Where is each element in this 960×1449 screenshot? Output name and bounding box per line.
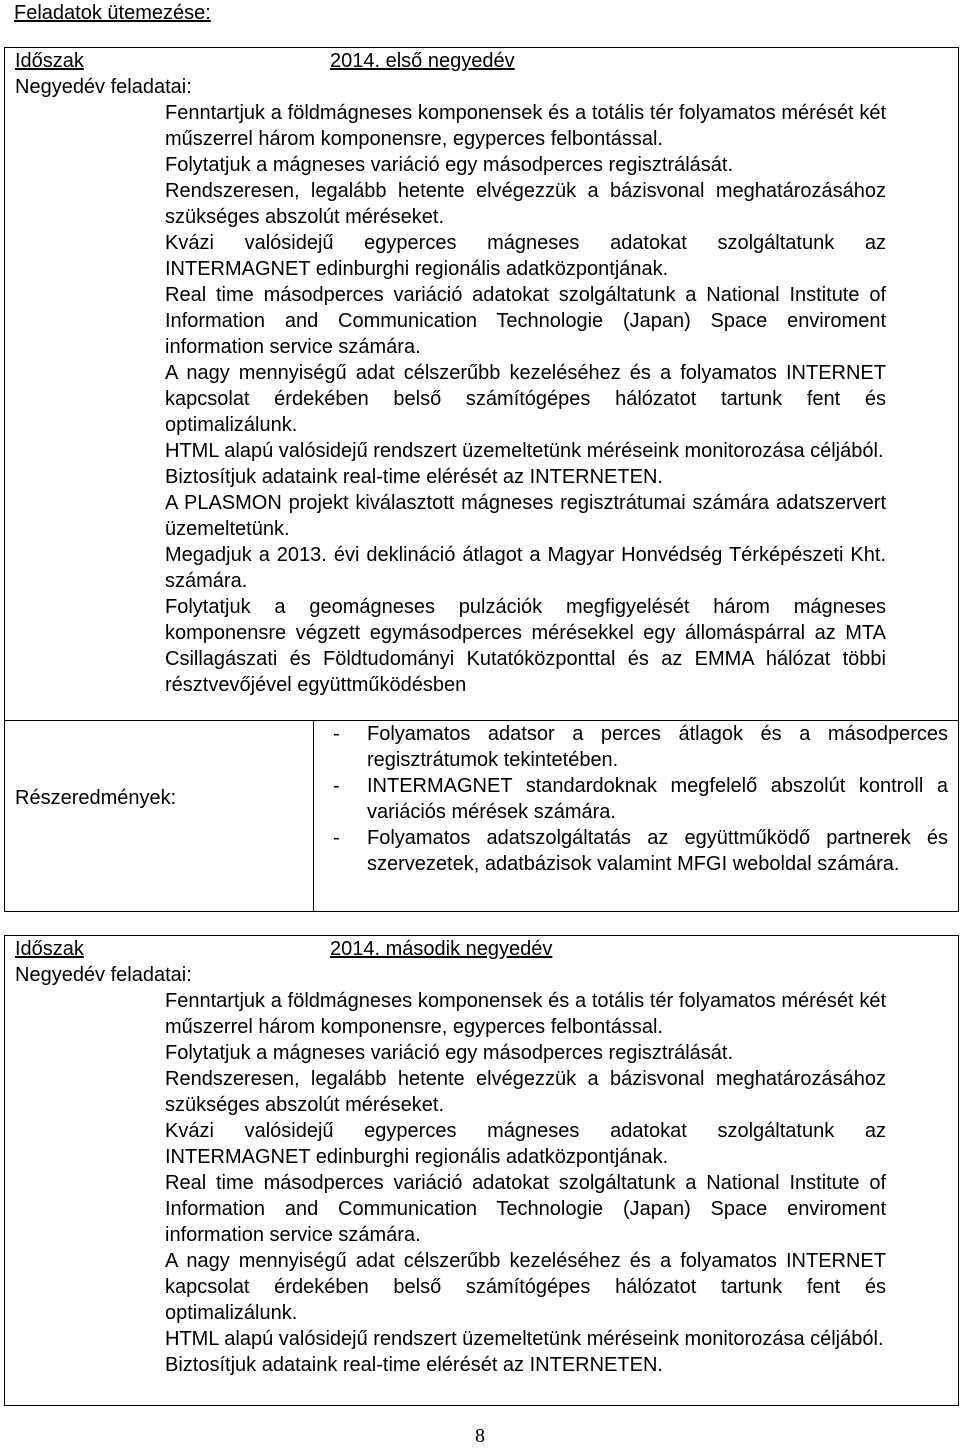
task-list	[165, 988, 886, 1378]
task-item: Biztosítjuk adataink real-time elérését az INTERNETEN.	[165, 466, 663, 488]
period-label: Időszak	[15, 938, 84, 960]
page-number: 8	[475, 1425, 485, 1447]
task-item: Folytatjuk a mágneses variáció egy másodperces regisztrálását.	[165, 154, 734, 176]
task-item: Rendszeresen, legalább hetente elvégezzük a bázisvonal meghatározásához szükséges abszolút méréseket.	[165, 180, 886, 228]
quarter-block-1	[4, 47, 959, 912]
result-text: INTERMAGNET standardoknak megfelelő abszolút kontroll a variációs mérések számára.	[367, 775, 948, 823]
period-row	[5, 48, 958, 74]
task-item: Kvázi valósidejű egyperces mágneses adatokat szolgáltatunk az INTERMAGNET edinburghi regionális adatközpontjának.	[165, 232, 886, 280]
period-value: 2014. első negyedév	[330, 50, 515, 72]
task-item: Fenntartjuk a földmágneses komponensek és a totális tér folyamatos mérését két műszerrel három komponensre, egyperces felbontással.	[165, 990, 886, 1038]
result-text: Folyamatos adatszolgáltatás az együttműködő partnerek és szervezetek, adatbázisok valamint MFGI weboldal számára.	[367, 827, 948, 875]
task-item: HTML alapú valósidejű rendszert üzemeltetünk méréseink monitorozása céljából.	[165, 1328, 884, 1350]
task-item: A nagy mennyiségű adat célszerűbb kezeléséhez és a folyamatos INTERNET kapcsolat érdekében belső számítógépes hálózatot tartunk fent és optimalizálunk.	[165, 362, 886, 436]
result-bullet: -	[333, 723, 340, 745]
tasks-label: Negyedév feladatai:	[15, 964, 192, 986]
results-list	[333, 721, 948, 877]
results-label: Részeredmények:	[15, 787, 177, 809]
result-bullet: -	[333, 827, 340, 849]
task-item: Real time másodperces variáció adatokat szolgáltatunk a National Institute of Information and Communication Technologie (Japan) Space enviroment information service számára.	[165, 284, 886, 358]
page-heading: Feladatok ütemezése:	[14, 2, 211, 24]
task-item: Folytatjuk a geomágneses pulzációk megfigyelését három mágneses komponensre végzett egymásodperces mérésekkel egy állomáspárral az MTA Csillagászati és Földtudományi Kutatóközponttal és az EMMA hálózat többi résztvevőjével együttműködésben	[165, 596, 886, 696]
result-item	[333, 825, 948, 877]
result-bullet: -	[333, 775, 340, 797]
results-row	[5, 720, 958, 911]
task-item: Rendszeresen, legalább hetente elvégezzük a bázisvonal meghatározásához szükséges abszolút méréseket.	[165, 1068, 886, 1116]
task-item: HTML alapú valósidejű rendszert üzemeltetünk méréseink monitorozása céljából.	[165, 440, 884, 462]
results-divider	[313, 721, 314, 911]
result-item	[333, 773, 948, 825]
task-item: Folytatjuk a mágneses variáció egy másodperces regisztrálását.	[165, 1042, 734, 1064]
task-item: A nagy mennyiségű adat célszerűbb kezeléséhez és a folyamatos INTERNET kapcsolat érdekében belső számítógépes hálózatot tartunk fent és optimalizálunk.	[165, 1250, 886, 1324]
task-list	[165, 100, 886, 698]
task-item: Kvázi valósidejű egyperces mágneses adatokat szolgáltatunk az INTERMAGNET edinburghi regionális adatközpontjának.	[165, 1120, 886, 1168]
task-item: Biztosítjuk adataink real-time elérését az INTERNETEN.	[165, 1354, 663, 1376]
tasks-label: Negyedév feladatai:	[15, 76, 192, 98]
task-item: A PLASMON projekt kiválasztott mágneses regisztrátumai számára adatszervert üzemeltetünk.	[165, 492, 886, 540]
result-item	[333, 721, 948, 773]
task-item: Fenntartjuk a földmágneses komponensek és a totális tér folyamatos mérését két műszerrel három komponensre, egyperces felbontással.	[165, 102, 886, 150]
period-label: Időszak	[15, 50, 84, 72]
result-text: Folyamatos adatsor a perces átlagok és a másodperces regisztrátumok tekintetében.	[367, 723, 948, 771]
task-item: Megadjuk a 2013. évi deklináció átlagot a Magyar Honvédség Térképészeti Kht. számára.	[165, 544, 886, 592]
period-row	[5, 936, 958, 962]
task-item: Real time másodperces variáció adatokat szolgáltatunk a National Institute of Information and Communication Technologie (Japan) Space enviroment information service számára.	[165, 1172, 886, 1246]
period-value: 2014. második negyedév	[330, 938, 553, 960]
quarter-block-2	[4, 935, 959, 1406]
